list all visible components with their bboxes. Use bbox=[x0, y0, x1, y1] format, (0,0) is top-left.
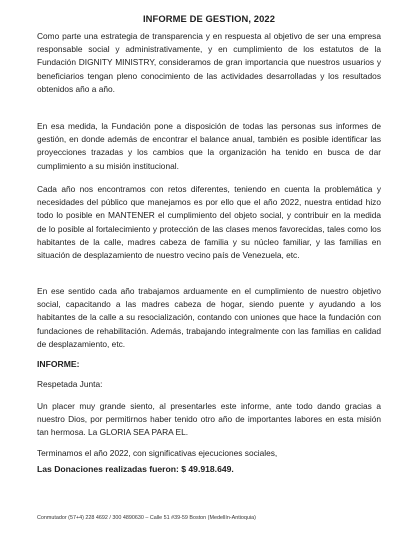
paragraph-management-reports: En esa medida, la Fundación pone a disposición de todas las personas sus informes de gestión, en donde además de encontrar el balance anual, también es posible identificar las proyecciones trazadas y los cambios que la organización ha tenido en busca de dar cumplimiento a su misión institucional. bbox=[37, 121, 381, 171]
donations-total: Las Donaciones realizadas fueron: $ 49.918.649. bbox=[37, 464, 234, 474]
report-heading: INFORME: bbox=[37, 359, 80, 369]
footer-contact: Conmutador (57+4) 228 4692 / 300 4890630 – Calle 51 #39-59 Boston (Medellín-Antioquia) bbox=[37, 515, 256, 521]
paragraph-challenges: Cada año nos encontramos con retos diferentes, teniendo en cuenta la problemática y necesidades del público que manejamos es por ello que el año 2022, nuestra entidad hizo todo lo posible en MANTENER el cumplimiento del objeto social, y contribuir en la medida de lo posible al fortalecimiento y protección de las clases menos favorecidas, tales como los habitantes de la calle, madres cabeza de familia y su núcleo familiar, y las familias en situación de desplazamiento de nuestro vecino país de Venezuela, etc. bbox=[37, 184, 381, 261]
salutation: Respetada Junta: bbox=[37, 379, 103, 389]
document-page bbox=[37, 0, 381, 539]
document-title: INFORME DE GESTION, 2022 bbox=[142, 13, 276, 24]
paragraph-introduction: Como parte una estrategia de transparencia y en respuesta al objetivo de ser una empresa responsable social y administrativamente, y en cumplimiento de los estatutos de la Fundación DIGNITY MINISTRY, consideramos de gran importancia que nuestros usuarios y beneficiarios tengan pleno conocimiento de las actividades desarrolladas y los resultados obtenidos año a año. bbox=[37, 31, 381, 94]
paragraph-social-objective: En ese sentido cada año trabajamos arduamente en el cumplimiento de nuestro objetivo social, capacitando a las madres cabeza de hogar, siendo puente y ayudando a los habitantes de la calle a su resocialización, contando con uniones que hace la fundación con fundaciones de rehabilitación. Además, trabajando integralmente con las familias en calidad de desplazamiento, etc. bbox=[37, 286, 381, 349]
closing-line: Terminamos el año 2022, con significativas ejecuciones sociales, bbox=[37, 448, 278, 458]
paragraph-closing: Un placer muy grande siento, al presentarles este informe, ante todo dando gracias a nuestro Dios, por permitirnos haber tenido otro año de importantes labores en esta misión tan hermosa. La GLORIA SEA PARA EL. bbox=[37, 401, 381, 438]
